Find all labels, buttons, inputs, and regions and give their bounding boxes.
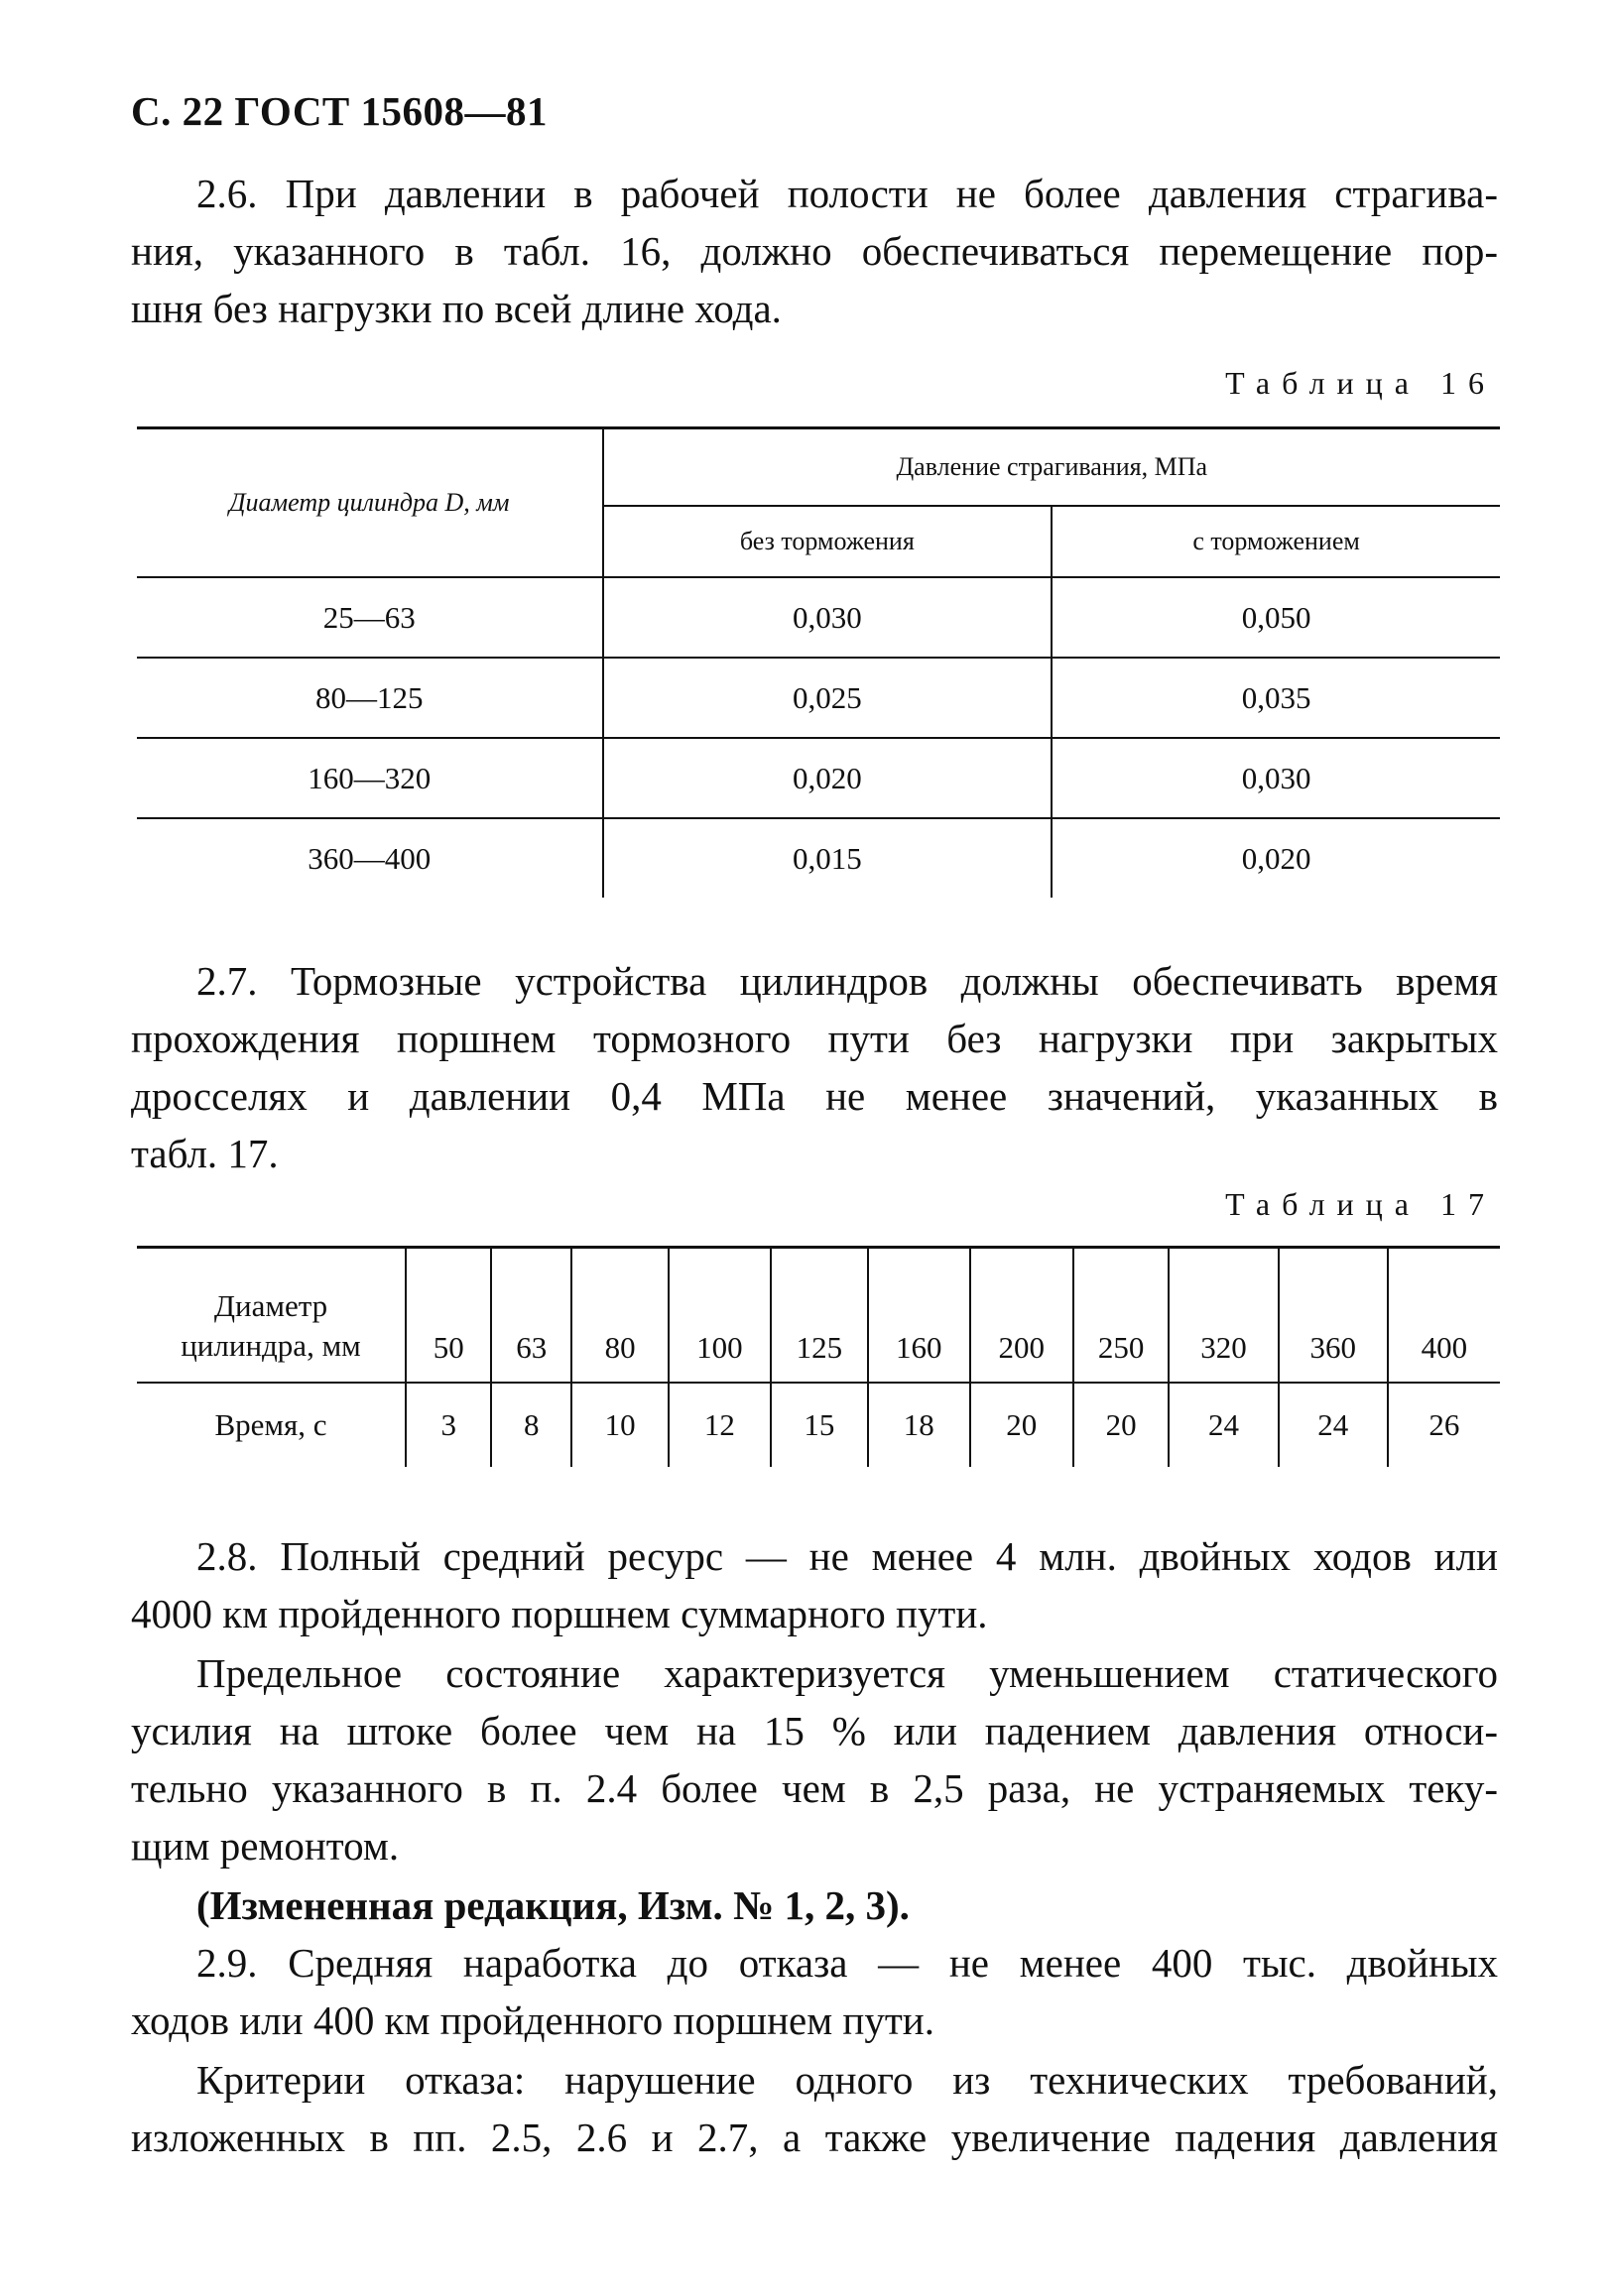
paragraph-2-8-limit-state	[131, 1644, 1498, 1874]
table-16-cell: 360—400	[137, 818, 603, 898]
amendment-note	[131, 1876, 1498, 1934]
text-line: 4000 км пройденного поршнем суммарного пути.	[131, 1591, 988, 1636]
table-16-cell: 0,030	[1052, 738, 1500, 818]
table-17-time: 24	[1169, 1383, 1278, 1467]
table-16-cell: 0,035	[1052, 658, 1500, 738]
paragraph-2-8	[131, 1527, 1498, 1642]
text-line: усилия на штоке более чем на 15 % или падением давления относи-	[131, 1708, 1498, 1753]
table-17-diameter: 125	[771, 1248, 869, 1384]
table-17-time: 3	[406, 1383, 491, 1467]
text-line: прохождения поршнем тормозного пути без нагрузки при закрытых	[131, 1016, 1498, 1061]
text-line: 2.6. При давлении в рабочей полости не более давления страгива-	[196, 171, 1498, 216]
label-line: Диаметр	[213, 1288, 328, 1323]
table-17-time: 18	[868, 1383, 969, 1467]
table-16-header-diameter: Диаметр цилиндра D, мм	[137, 428, 603, 578]
table-16	[137, 426, 1500, 898]
table-17-diameter: 160	[868, 1248, 969, 1384]
page-header: С. 22 ГОСТ 15608—81	[131, 88, 549, 134]
table-17-diameter: 250	[1073, 1248, 1170, 1384]
table-17-diameter: 100	[669, 1248, 770, 1384]
table-17-time: 26	[1428, 1407, 1460, 1442]
table-17-time: 20	[1073, 1383, 1170, 1467]
table-16-cell: 160—320	[137, 738, 603, 818]
table-17-label-diameter	[137, 1248, 406, 1384]
table-16-cell: 0,020	[1241, 840, 1311, 876]
table-16-subheader-with: с торможением	[1052, 506, 1500, 577]
table-16-cell: 25—63	[137, 577, 603, 658]
table-17-time: 20	[970, 1383, 1073, 1467]
table-17-diameter: 50	[406, 1248, 491, 1384]
table-17-time: 24	[1279, 1383, 1388, 1467]
text-line: табл. 17.	[131, 1131, 279, 1176]
table-17-caption: Таблица 17	[1225, 1186, 1496, 1222]
table-16-cell: 0,050	[1052, 577, 1500, 658]
table-17-diameter: 63	[491, 1248, 571, 1384]
table-17-label-time: Время, с	[137, 1383, 406, 1467]
text-line: Предельное состояние характеризуется уменьшением статического	[196, 1650, 1498, 1696]
table-17-diameter: 200	[970, 1248, 1073, 1384]
text-line: Критерии отказа: нарушение одного из технических требований,	[196, 2057, 1498, 2103]
table-16-header-pressure: Давление страгивания, МПа	[603, 428, 1501, 507]
paragraph-2-6	[131, 165, 1498, 337]
text-line: шня без нагрузки по всей длине хода.	[131, 286, 782, 331]
text-line: (Измененная редакция, Изм. № 1, 2, 3).	[196, 1882, 910, 1928]
text-line: ния, указанного в табл. 16, должно обеспечиваться перемещение пор-	[131, 228, 1498, 274]
table-17-diameter: 400	[1388, 1248, 1500, 1384]
table-17-diameter: 360	[1279, 1248, 1388, 1384]
table-17-diameter: 80	[571, 1248, 669, 1384]
text-line: 2.7. Тормозные устройства цилиндров должны обеспечивать время	[196, 958, 1498, 1004]
table-16-subheader-without: без торможения	[603, 506, 1053, 577]
table-16-caption: Таблица 16	[1225, 365, 1496, 401]
paragraph-2-9-failure-criteria	[131, 2051, 1498, 2166]
table-16-cell: 0,015	[603, 818, 1053, 898]
paragraph-2-9	[131, 1934, 1498, 2049]
text-line: изложенных в пп. 2.5, 2.6 и 2.7, а также увеличение падения давления	[131, 2115, 1498, 2160]
text-line: дросселях и давлении 0,4 МПа не менее значений, указанных в	[131, 1073, 1498, 1119]
text-line: ходов или 400 км пройденного поршнем пути.	[131, 1997, 934, 2043]
label-line: цилиндра, мм	[181, 1328, 361, 1363]
table-17-time: 15	[771, 1383, 869, 1467]
table-16-cell: 0,020	[603, 738, 1053, 818]
text-line: 2.9. Средняя наработка до отказа — не менее 400 тыс. двойных	[196, 1940, 1498, 1986]
text-line: тельно указанного в п. 2.4 более чем в 2,5 раза, не устраняемых теку-	[131, 1765, 1498, 1811]
table-16-cell: 0,030	[603, 577, 1053, 658]
text-line: 2.8. Полный средний ресурс — не менее 4 млн. двойных ходов или	[196, 1533, 1498, 1579]
paragraph-2-7	[131, 952, 1498, 1182]
table-17-diameter: 320	[1169, 1248, 1278, 1384]
table-17-time: 12	[669, 1383, 770, 1467]
table-17	[137, 1246, 1500, 1467]
text-line: щим ремонтом.	[131, 1823, 400, 1869]
table-17-time: 8	[491, 1383, 571, 1467]
table-17-time: 10	[571, 1383, 669, 1467]
table-16-cell: 0,025	[603, 658, 1053, 738]
table-16-cell: 80—125	[137, 658, 603, 738]
